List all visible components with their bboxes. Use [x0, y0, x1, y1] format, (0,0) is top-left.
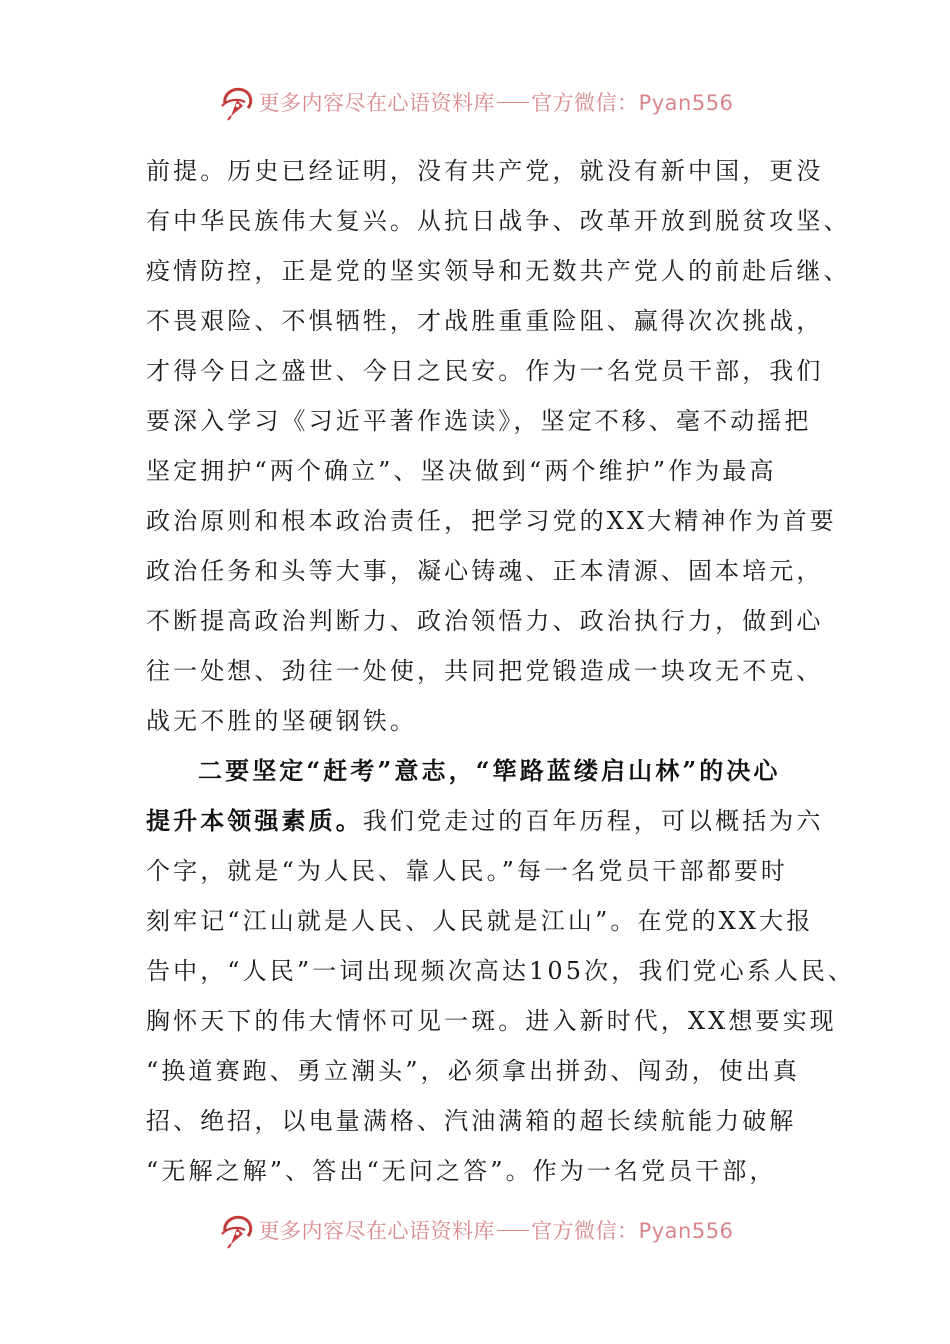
text-line: 坚定拥护“两个确立”、坚决做到“两个维护”作为最高: [146, 457, 777, 485]
text-line: 不断提高政治判断力、政治领悟力、政治执行力，做到心: [146, 607, 824, 635]
text-line: 有中华民族伟大复兴。从抗日战争、改革开放到脱贫攻坚、: [146, 207, 851, 235]
banner-text: [259, 1215, 734, 1245]
document-body: [146, 146, 856, 1196]
header-banner: [0, 80, 950, 124]
section-heading-cont: 提升本领强素质。: [146, 806, 363, 835]
banner-dash: [497, 1230, 529, 1231]
text-line: 不畏艰险、不惧牺牲，才战胜重重险阻、赢得次次挑战，: [146, 307, 824, 335]
text-line: 战无不胜的坚硬钢铁。: [146, 707, 417, 735]
text-line: “换道赛跑、勇立潮头”，必须拿出拼劲、闯劲，使出真: [146, 1057, 801, 1085]
text-line: 前提。历史已经证明，没有共产党，就没有新中国，更没: [146, 157, 824, 185]
banner-wechat-id: Pyan556: [638, 1219, 734, 1243]
text-line: 疫情防控，正是党的坚实领导和无数共产党人的前赴后继、: [146, 257, 851, 285]
text-line: 个字，就是“为人民、靠人民。”每一名党员干部都要时: [146, 857, 789, 885]
text-line: 政治任务和头等大事，凝心铸魂、正本清源、固本培元，: [146, 557, 824, 585]
text-line: 政治原则和根本政治责任，把学习党的XX大精神作为首要: [146, 507, 837, 535]
banner-text: [259, 87, 734, 117]
text-line: “无解之解”、答出“无问之答”。作为一名党员干部，: [146, 1157, 777, 1185]
text-line: 胸怀天下的伟大情怀可见一斑。进入新时代，XX想要实现: [146, 1007, 837, 1035]
text-line: 告中，“人民”一词出现频次高达105次，我们党心系人民、: [146, 957, 856, 985]
text-line: 往一处想、劲往一处使，共同把党锻造成一块攻无不克、: [146, 657, 824, 685]
banner-wechat-id: Pyan556: [638, 91, 734, 115]
text-line: 刻牢记“江山就是人民、人民就是江山”。在党的XX大报: [146, 907, 814, 935]
text-line: 才得今日之盛世、今日之民安。作为一名党员干部，我们: [146, 357, 824, 385]
pen-nib-icon: [217, 82, 257, 122]
section-heading: 二要坚定“赶考”意志，“筚路蓝缕启山林”的决心: [198, 756, 781, 785]
banner-main-text: 更多内容尽在心语资料库: [258, 91, 496, 115]
text-span: 我们党走过的百年历程，可以概括为六: [362, 807, 824, 835]
pen-nib-icon: [217, 1210, 257, 1250]
text-line: [146, 796, 836, 846]
footer-banner: [0, 1208, 950, 1252]
text-line: 招、绝招，以电量满格、汽油满箱的超长续航能力破解: [146, 1107, 797, 1135]
banner-main-text: 更多内容尽在心语资料库: [258, 1219, 496, 1243]
banner-wechat-label: 官方微信：: [531, 91, 639, 115]
banner-wechat-label: 官方微信：: [531, 1219, 639, 1243]
text-line: 要深入学习《习近平著作选读》，坚定不移、毫不动摇把: [146, 407, 812, 435]
banner-dash: [497, 102, 529, 103]
